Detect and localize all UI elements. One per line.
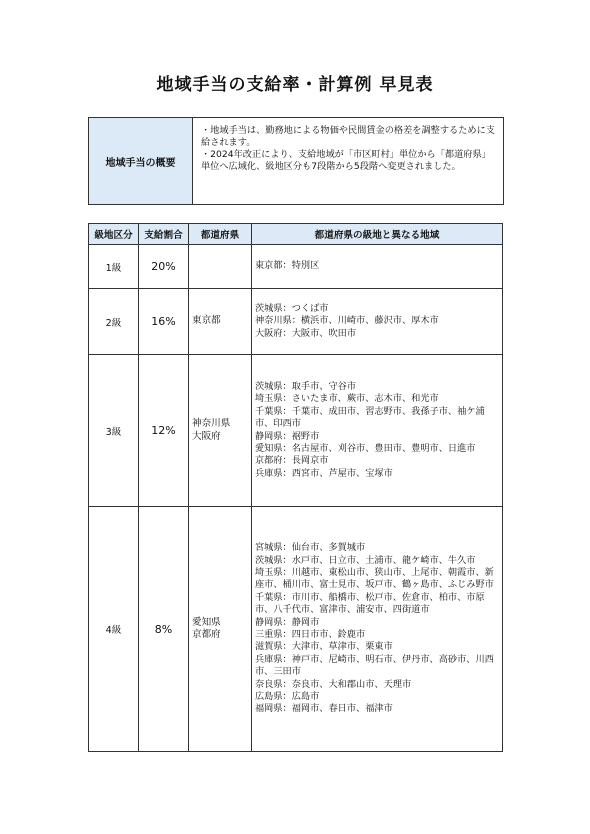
prefecture-cell [189, 507, 252, 752]
prefecture-name: 京都府 [192, 629, 221, 640]
grade-cell: 2級 [89, 289, 139, 355]
table-row [89, 507, 503, 752]
area-entry: 千葉県：市川市、船橋市、松戸市、佐倉市、柏市、市原市、八千代市、富津市、浦安市、四街道市 [255, 591, 485, 616]
area-entry: 埼玉県：さいたま市、蕨市、志木市、和光市 [255, 393, 439, 405]
area-entry: 兵庫県：西宮市、芦屋市、宝塚市 [255, 467, 393, 479]
area-entry: 千葉県：千葉市、成田市、習志野市、我孫子市、袖ケ浦市、印西市 [255, 405, 485, 430]
area-entry: 滋賀県：大津市、草津市、栗東市 [255, 641, 393, 653]
grade-table [88, 223, 503, 752]
grade-cell: 1級 [89, 245, 139, 289]
prefecture-name: 大阪府 [192, 430, 221, 442]
header-rate: 支給割合 [139, 224, 189, 245]
area-entry: 埼玉県：川越市、東松山市、狭山市、上尾市、朝霞市、新座市、桶川市、富士見市、坂戸市、鶴ヶ島市、ふじみ野市 [255, 566, 494, 591]
area-entry: 神奈川県：横浜市、川崎市、藤沢市、厚木市 [255, 315, 439, 327]
area-entry: 宮城県：仙台市、多賀城市 [255, 542, 366, 554]
header-areas: 都道府県の級地と異なる地域 [252, 224, 503, 245]
areas-cell [252, 355, 503, 507]
overview-body [193, 118, 503, 204]
overview-line: ・2024年改正により、支給地域が「市区町村」単位から「都道府県」単位へ広域化、級地区分も7段階から5段階へ変更されました。 [201, 149, 491, 172]
area-entry: 東京都：特別区 [255, 260, 320, 272]
page-title: 地域手当の支給率・計算例 早見表 [156, 75, 434, 95]
table-row [89, 289, 503, 355]
area-entry: 京都府：長岡京市 [255, 455, 329, 467]
area-entry: 大阪府：大阪市、吹田市 [255, 327, 357, 339]
area-entry: 三重県：四日市市、鈴鹿市 [255, 629, 366, 640]
table-header-row [89, 224, 503, 245]
rate-cell: 16% [139, 289, 189, 355]
header-prefecture: 都道府県 [189, 224, 252, 245]
prefecture-cell [189, 355, 252, 507]
prefecture-name: 東京都 [192, 315, 221, 327]
area-entry: 茨城県：取手市、守谷市 [255, 380, 357, 392]
rate-cell: 12% [139, 355, 189, 507]
header-grade: 級地区分 [89, 224, 139, 245]
area-entry: 茨城県：つくば市 [255, 302, 329, 314]
grade-cell: 3級 [89, 355, 139, 507]
areas-cell [252, 507, 503, 752]
area-entry: 奈良県：奈良市、大和郡山市、天理市 [255, 678, 412, 690]
prefecture-cell [189, 289, 252, 355]
area-entry: 茨城県：水戸市、日立市、土浦市、龍ケ崎市、牛久市 [255, 554, 476, 566]
areas-cell [252, 289, 503, 355]
prefecture-name: 神奈川県 [192, 418, 231, 429]
prefecture-cell [189, 245, 252, 289]
grade-cell: 4級 [89, 507, 139, 752]
areas-cell [252, 245, 503, 289]
area-entry: 愛知県：名古屋市、刈谷市、豊田市、豊明市、日進市 [255, 442, 476, 454]
rate-cell: 8% [139, 507, 189, 752]
table-row [89, 245, 503, 289]
overview-label: 地域手当の概要 [89, 118, 193, 204]
area-entry: 静岡県：静岡市 [255, 616, 320, 628]
area-entry: 福岡県：福岡市、春日市、福津市 [255, 703, 393, 715]
prefecture-name: 愛知県 [192, 616, 221, 628]
overview-box [88, 117, 504, 205]
area-entry: 静岡県：裾野市 [255, 430, 320, 442]
area-entry: 広島県：広島市 [255, 691, 320, 703]
overview-line: ・地域手当は、勤務地による物価や民間賃金の格差を調整するために支給されます。 [201, 125, 495, 148]
table-row [89, 355, 503, 507]
area-entry: 兵庫県：神戸市、尼崎市、明石市、伊丹市、高砂市、川西市、三田市 [255, 653, 494, 678]
rate-cell: 20% [139, 245, 189, 289]
